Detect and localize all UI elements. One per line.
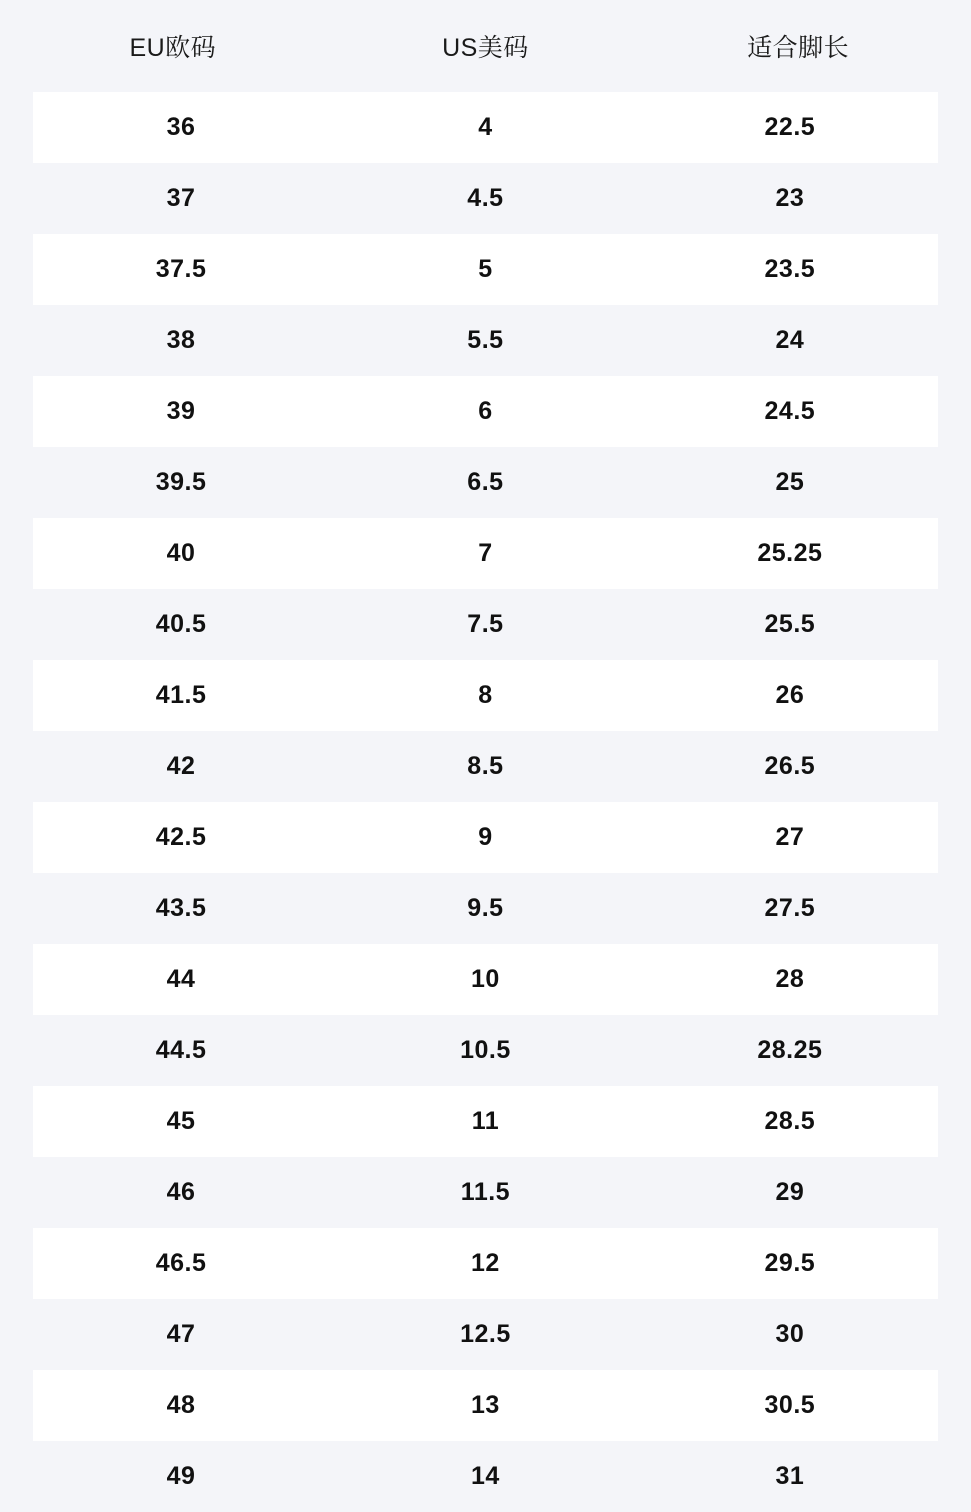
cell-eu-size: 37 (17, 163, 330, 234)
table-row (17, 802, 955, 873)
table-row (17, 1370, 955, 1441)
table-row (17, 376, 955, 447)
table-row (17, 1015, 955, 1086)
column-header-us: US美码 (329, 0, 642, 92)
cell-foot-length: 29.5 (642, 1228, 955, 1299)
table-row (17, 589, 955, 660)
cell-eu-size: 41.5 (17, 660, 330, 731)
cell-eu-size: 42.5 (17, 802, 330, 873)
cell-foot-length: 25.5 (642, 589, 955, 660)
cell-us-size: 10.5 (329, 1015, 642, 1086)
table-row (17, 92, 955, 163)
cell-us-size: 13 (329, 1370, 642, 1441)
cell-foot-length: 29 (642, 1157, 955, 1228)
cell-eu-size: 37.5 (17, 234, 330, 305)
cell-eu-size: 49 (17, 1441, 330, 1512)
cell-foot-length: 28.25 (642, 1015, 955, 1086)
cell-eu-size: 39 (17, 376, 330, 447)
cell-us-size: 11 (329, 1086, 642, 1157)
cell-foot-length: 24.5 (642, 376, 955, 447)
cell-foot-length: 28 (642, 944, 955, 1015)
cell-foot-length: 26.5 (642, 731, 955, 802)
cell-us-size: 8.5 (329, 731, 642, 802)
cell-us-size: 5.5 (329, 305, 642, 376)
table-row (17, 731, 955, 802)
cell-foot-length: 25 (642, 447, 955, 518)
cell-foot-length: 28.5 (642, 1086, 955, 1157)
header-row (17, 0, 955, 92)
table-body (17, 92, 955, 1512)
cell-eu-size: 47 (17, 1299, 330, 1370)
cell-eu-size: 44 (17, 944, 330, 1015)
cell-foot-length: 26 (642, 660, 955, 731)
table-row (17, 1228, 955, 1299)
column-header-foot-length: 适合脚长 (642, 0, 955, 92)
cell-us-size: 12.5 (329, 1299, 642, 1370)
cell-foot-length: 24 (642, 305, 955, 376)
table-row (17, 1299, 955, 1370)
cell-eu-size: 45 (17, 1086, 330, 1157)
cell-foot-length: 27.5 (642, 873, 955, 944)
table-header (17, 0, 955, 92)
table-row (17, 234, 955, 305)
cell-us-size: 6.5 (329, 447, 642, 518)
cell-eu-size: 38 (17, 305, 330, 376)
table-row (17, 518, 955, 589)
cell-eu-size: 40.5 (17, 589, 330, 660)
cell-us-size: 5 (329, 234, 642, 305)
cell-foot-length: 25.25 (642, 518, 955, 589)
cell-us-size: 6 (329, 376, 642, 447)
cell-us-size: 14 (329, 1441, 642, 1512)
table-row (17, 1441, 955, 1512)
cell-us-size: 11.5 (329, 1157, 642, 1228)
cell-us-size: 7 (329, 518, 642, 589)
table-row (17, 1157, 955, 1228)
cell-us-size: 8 (329, 660, 642, 731)
cell-us-size: 4 (329, 92, 642, 163)
cell-eu-size: 42 (17, 731, 330, 802)
cell-eu-size: 46 (17, 1157, 330, 1228)
table-row (17, 1086, 955, 1157)
table-row (17, 660, 955, 731)
cell-foot-length: 30 (642, 1299, 955, 1370)
cell-us-size: 7.5 (329, 589, 642, 660)
cell-foot-length: 30.5 (642, 1370, 955, 1441)
cell-foot-length: 31 (642, 1441, 955, 1512)
table-row (17, 447, 955, 518)
cell-foot-length: 23 (642, 163, 955, 234)
cell-eu-size: 44.5 (17, 1015, 330, 1086)
cell-eu-size: 36 (17, 92, 330, 163)
table-row (17, 944, 955, 1015)
cell-us-size: 10 (329, 944, 642, 1015)
table-row (17, 163, 955, 234)
cell-eu-size: 46.5 (17, 1228, 330, 1299)
cell-eu-size: 48 (17, 1370, 330, 1441)
cell-us-size: 4.5 (329, 163, 642, 234)
table-row (17, 873, 955, 944)
cell-eu-size: 40 (17, 518, 330, 589)
cell-foot-length: 23.5 (642, 234, 955, 305)
cell-eu-size: 39.5 (17, 447, 330, 518)
cell-us-size: 9.5 (329, 873, 642, 944)
cell-foot-length: 27 (642, 802, 955, 873)
cell-us-size: 12 (329, 1228, 642, 1299)
cell-foot-length: 22.5 (642, 92, 955, 163)
table-row (17, 305, 955, 376)
column-header-eu: EU欧码 (17, 0, 330, 92)
cell-us-size: 9 (329, 802, 642, 873)
cell-eu-size: 43.5 (17, 873, 330, 944)
